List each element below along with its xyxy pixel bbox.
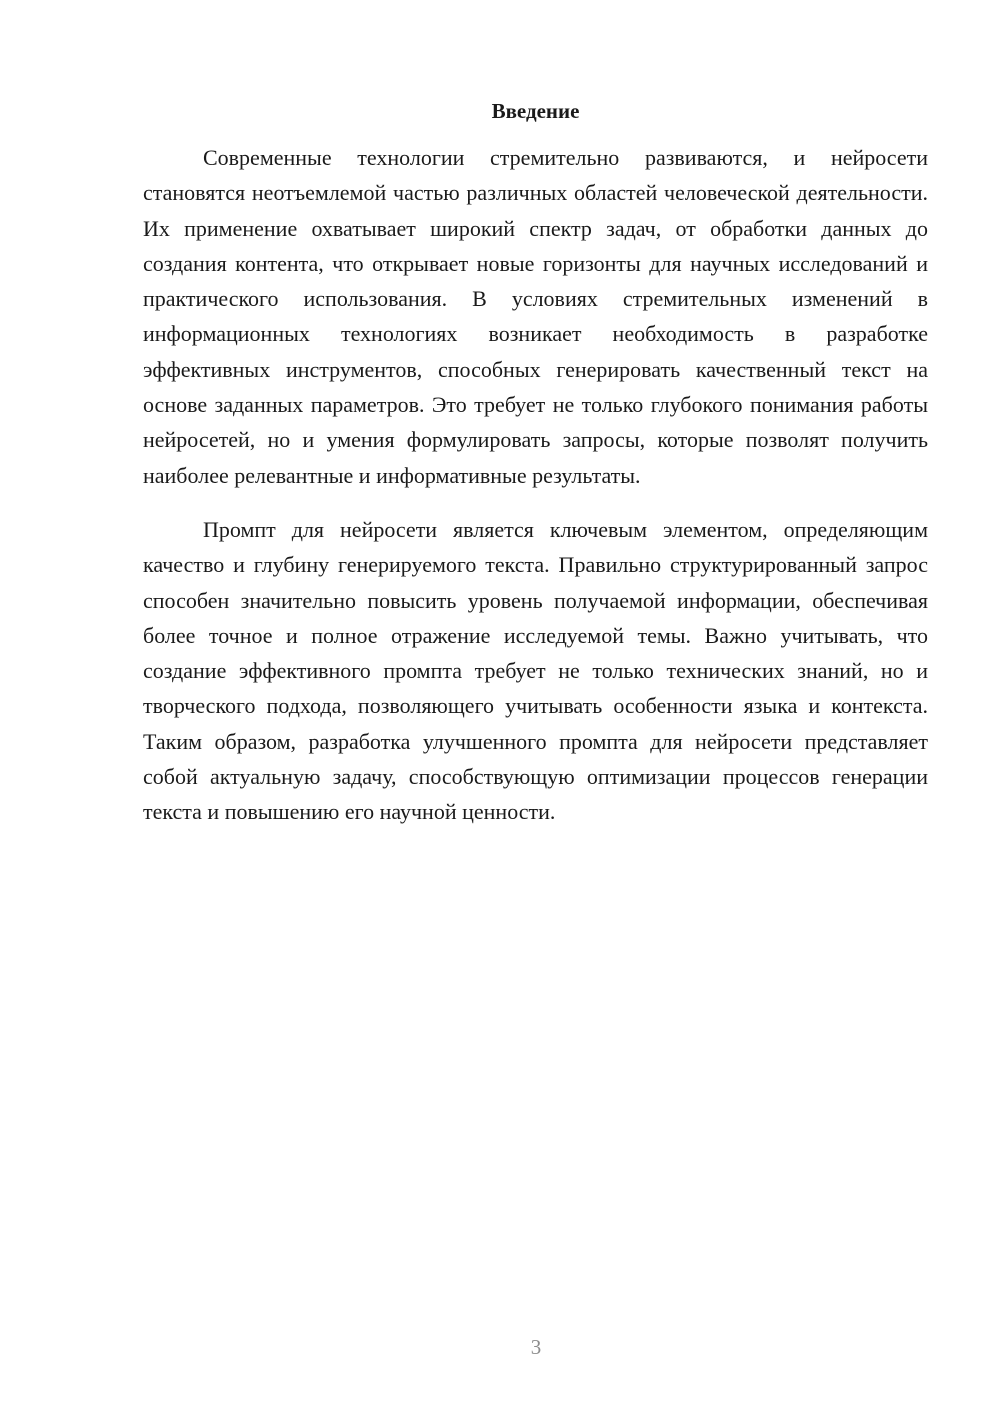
paragraph-1: Современные технологии стремительно развиваются, и нейросети становятся неотъемлемой частью различных областей человеческой деятельности. Их применение охватывает широкий спектр задач, от обработки данных до создания контента, что открывает новые горизонты для научных исследований и практического использования. В условиях стремительных изменений в информационных технологиях возникает необходимость в разработке эффективных инструментов, способных генерировать качественный текст на основе заданных параметров. Это требует не только глубокого понимания работы нейросетей, но и умения формулировать запросы, которые позволят получить наиболее релевантные и информативные результаты.: [143, 145, 928, 488]
paragraph-2: Промпт для нейросети является ключевым элементом, определяющим качество и глубину генерируемого текста. Правильно структурированный запрос способен значительно повысить уровень получаемой информации, обеспечивая более точное и полное отражение исследуемой темы. Важно учитывать, что создание эффективного промпта требует не только технических знаний, но и творческого подхода, позволяющего учитывать особенности языка и контекста. Таким образом, разработка улучшенного промпта для нейросети представляет собой актуальную задачу, способствующую оптимизации процессов генерации текста и повышению его научной ценности.: [143, 516, 928, 825]
section-heading: Введение: [491, 99, 580, 123]
page-number: 3: [530, 1335, 542, 1359]
body-text: [143, 140, 928, 830]
